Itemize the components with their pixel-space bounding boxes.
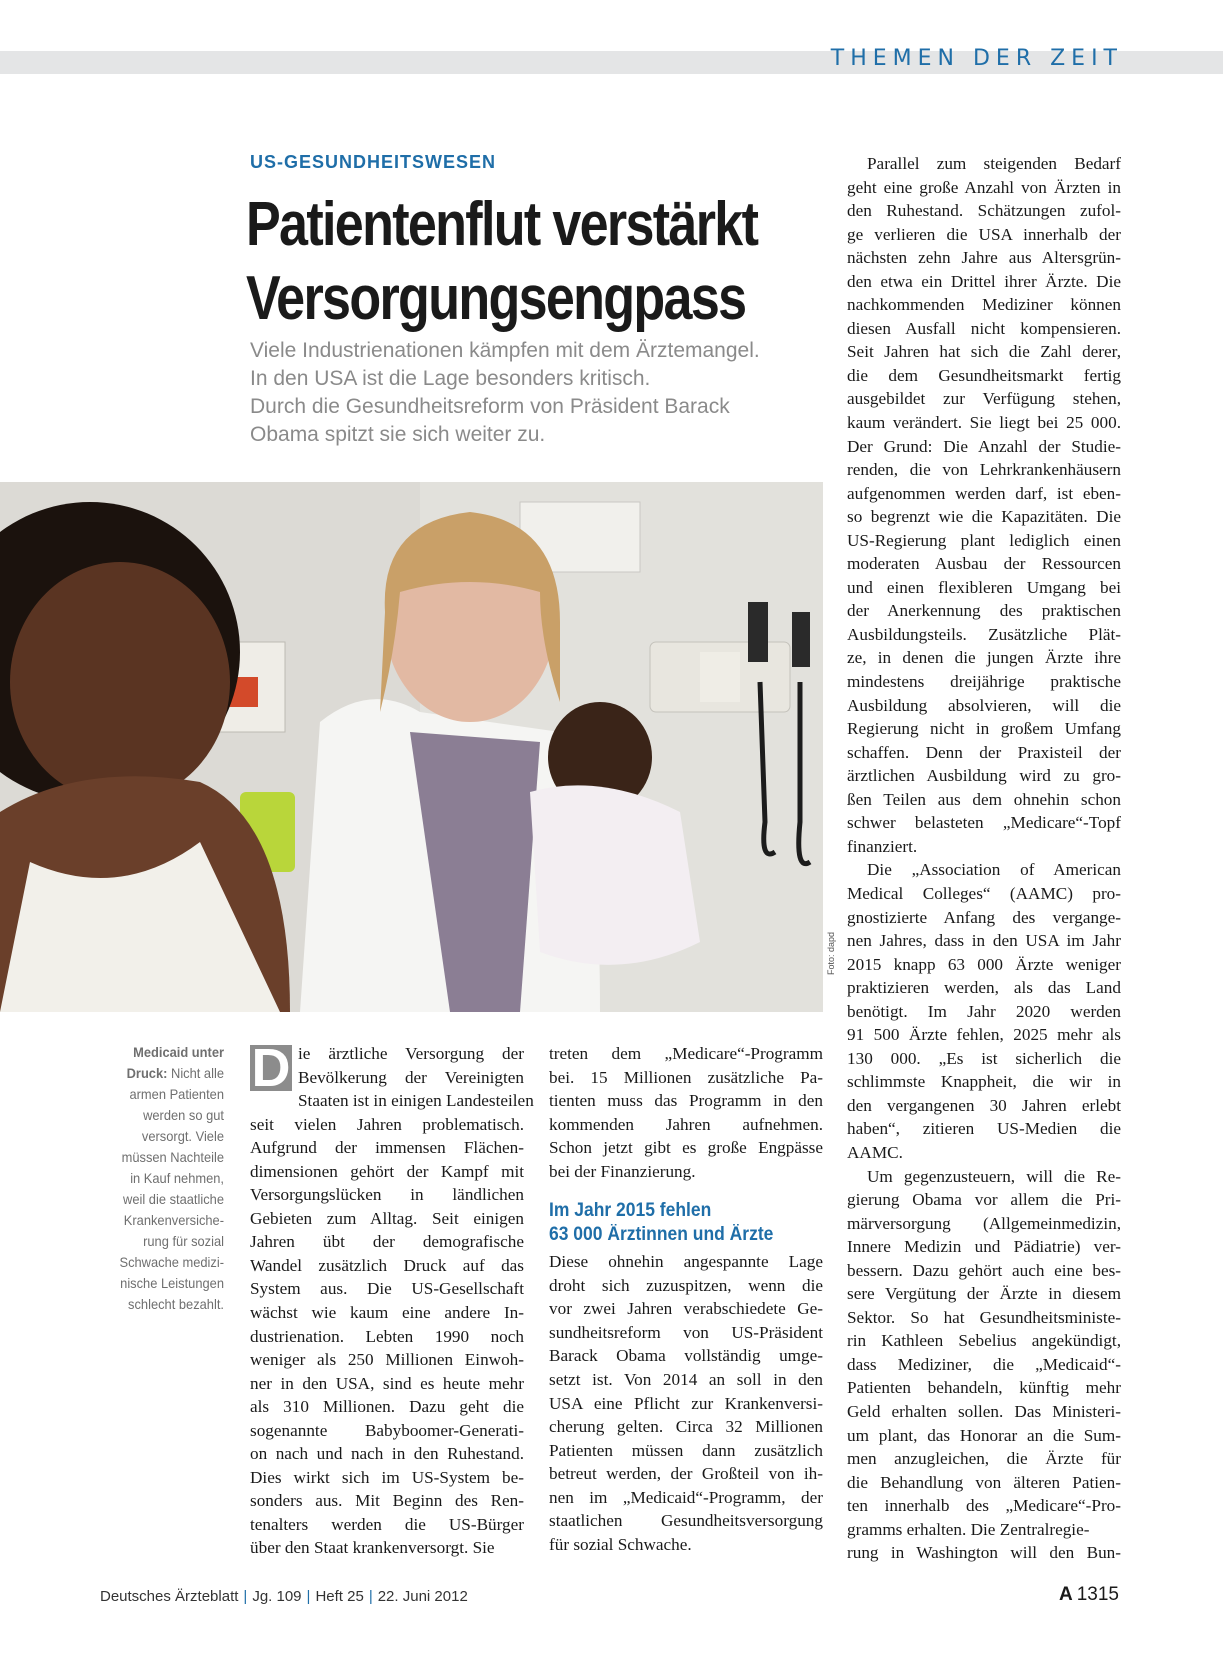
caption-line: versorgt. Viele <box>141 1128 224 1144</box>
text-line: Staaten ist in einigen Landesteilen <box>298 1091 534 1111</box>
text-line: renden, die von Lehrkrankenhäusern <box>847 460 1121 480</box>
photo-credit: Foto: dapd <box>826 931 836 975</box>
text-line: ner in den USA, sind es heute mehr <box>250 1373 524 1393</box>
text-line: der Anerkennung des praktischen <box>847 601 1121 621</box>
caption-bold: Druck: <box>126 1065 168 1081</box>
text-line: rung in Washington will den Bun- <box>847 1543 1121 1563</box>
text-line: nen im „Medicaid“-Programm, der <box>549 1487 823 1507</box>
text-line: System aus. Die US-Gesellschaft <box>250 1279 524 1299</box>
text-line: weniger als 250 Millionen Einwoh- <box>250 1350 524 1370</box>
caption-line: schlecht bezahlt. <box>128 1296 224 1312</box>
text-line: moderaten Ausbau der Ressourcen <box>847 554 1121 574</box>
text-line: gnostizierte Anfang des vergange- <box>847 907 1121 927</box>
text-line: Jahren übt der demografische <box>250 1232 524 1252</box>
caption-line: müssen Nachteile <box>121 1149 224 1165</box>
text-line: schaffen. Denn der Praxisteil der <box>847 742 1121 762</box>
article-kicker: US-GESUNDHEITSWESEN <box>250 152 497 172</box>
text-line: dustrienation. Lebten 1990 noch <box>250 1326 524 1346</box>
text-line: AAMC. <box>847 1142 903 1162</box>
text-line: vor zwei Jahren verabschiedete Ge- <box>549 1299 823 1319</box>
journal-name: Deutsches Ärzteblatt <box>100 1588 239 1605</box>
issue-date: 22. Juni 2012 <box>377 1588 468 1605</box>
drop-cap: D <box>251 1038 291 1098</box>
article-headline <box>246 188 757 336</box>
lead-line: Durch die Gesundheitsreform von Präsident Barack <box>250 395 730 418</box>
text-line: droht sich zuzuspitzen, wenn die <box>549 1275 823 1295</box>
text-line: und einen flexibleren Umgang bei <box>847 577 1121 597</box>
text-line: ärztlichen Ausbildung wird zu gro- <box>847 766 1121 786</box>
text-line: Barack Obama vollständig umge- <box>549 1346 823 1366</box>
text-line: 91 500 Ärzte fehlen, 2025 mehr als <box>847 1025 1121 1045</box>
text-line: men anzugleichen, die Ärzte für <box>847 1449 1121 1469</box>
text-line: den etwa ein Drittel ihrer Ärzte. Die <box>847 271 1121 291</box>
text-line: haben“, zitieren US-Medien die <box>847 1119 1121 1139</box>
text-line: staatlichen Gesundheitsversorgung <box>549 1511 823 1531</box>
column-1-text <box>250 1038 534 1560</box>
text-line: Parallel zum steigenden Bedarf <box>867 154 1121 173</box>
footer-separator: | <box>306 1588 311 1605</box>
footer-separator: | <box>368 1588 373 1605</box>
text-line: Gebieten zum Alltag. Seit einigen <box>250 1208 524 1228</box>
body-column-1 <box>250 1038 534 1560</box>
caption-line: Nicht alle <box>171 1065 224 1081</box>
text-line: sundheitsreform von US-Präsident <box>549 1322 823 1342</box>
text-line: tienten muss das Programm in den <box>549 1091 823 1111</box>
headline-line: Versorgungsengpass <box>246 264 746 333</box>
text-line: um plant, das Honorar an die Sum- <box>847 1425 1121 1445</box>
text-line: kaum verändert. Sie liegt bei 25 000. <box>847 413 1121 433</box>
lead-line: In den USA ist die Lage besonders kritisch. <box>250 367 651 390</box>
article-lead <box>250 337 840 449</box>
caption-line: Schwache medizi- <box>119 1254 224 1270</box>
text-line: 130 000. „Es ist sicherlich die <box>847 1048 1121 1068</box>
text-line: Diese ohnehin angespannte Lage <box>549 1252 823 1272</box>
body-column-2 <box>549 1042 823 1556</box>
text-line: Aufgrund der immensen Flächen- <box>250 1138 524 1158</box>
headline-line: Patientenflut verstärkt <box>246 190 758 259</box>
text-line: Innere Medizin und Pädiatrie) ver- <box>847 1237 1121 1257</box>
article-photo <box>0 482 823 1012</box>
text-line: kommenden Jahren aufnehmen. <box>549 1114 823 1134</box>
text-line: diesen Ausfall nicht kompensieren. <box>847 318 1121 338</box>
text-line: märversorgung (Allgemeinmedizin, <box>847 1213 1121 1233</box>
caption-line: nische Leistungen <box>120 1275 224 1291</box>
text-line: Die „Association of American <box>867 860 1121 880</box>
lead-line: Obama spitzt sie sich weiter zu. <box>250 423 546 446</box>
text-line: treten dem „Medicare“-Programm <box>549 1044 823 1063</box>
journal-issue: Heft 25 <box>315 1588 364 1605</box>
column-2-text-b <box>549 1250 823 1556</box>
caption-line: rung für sozial <box>143 1233 224 1249</box>
text-line: schwer belasteten „Medicare“-Topf <box>847 813 1121 833</box>
caption-line: weil die staatliche <box>123 1191 224 1207</box>
lead-line: Viele Industrienationen kämpfen mit dem Ärztemangel. <box>250 339 760 362</box>
text-line: tenalters werden die US-Bürger <box>250 1514 524 1534</box>
text-line: praktizieren werden, als das Land <box>847 978 1121 998</box>
text-line: nächsten zehn Jahre aus Altersgrün- <box>847 248 1121 268</box>
column-2-text-a <box>549 1042 823 1183</box>
text-line: über den Staat krankenversorgt. Sie <box>250 1538 495 1558</box>
text-line: sere Vergütung der Ärzte in diesem <box>847 1284 1121 1304</box>
text-line: Geld erhalten sollen. Das Ministeri- <box>847 1401 1121 1421</box>
text-line: Versorgungslücken in ländlichen <box>250 1185 524 1205</box>
text-line: dimensionen gehört der Kampf mit <box>250 1161 524 1181</box>
page-prefix: A <box>1058 1584 1073 1605</box>
text-line: Der Grund: Die Anzahl der Studie- <box>847 436 1121 456</box>
page-number <box>1059 1584 1119 1606</box>
text-line: finanziert. <box>847 836 918 856</box>
text-line: wächst wie kaum eine andere In- <box>250 1303 524 1323</box>
page-footer <box>100 1588 468 1605</box>
caption-line: in Kauf nehmen, <box>130 1170 224 1186</box>
text-line: ten innerhalb des „Medicare“-Pro- <box>847 1496 1121 1516</box>
text-line: Ausbildungsteils. Zusätzliche Plät- <box>847 624 1121 644</box>
text-line: bei. 15 Millionen zusätzliche Pa- <box>549 1067 823 1087</box>
text-line: on nach und nach in den Ruhestand. <box>250 1444 524 1464</box>
subheading-line: 63 000 Ärztinnen und Ärzte <box>549 1224 774 1246</box>
text-line: dass Mediziner, die „Medicaid“- <box>847 1354 1121 1374</box>
text-line: die dem Gesundheitsmarkt fertig <box>847 365 1121 385</box>
text-line: aufgenommen werden darf, ist eben- <box>847 483 1121 503</box>
text-line: Patienten müssen dann zusätzlich <box>549 1440 823 1460</box>
text-line: Medical Colleges“ (AAMC) pro- <box>847 883 1121 903</box>
text-line: als 310 Millionen. Dazu geht die <box>250 1397 524 1417</box>
text-line: US-Regierung plant lediglich einen <box>847 530 1121 550</box>
text-line: Seit Jahren hat sich die Zahl derer, <box>847 342 1121 362</box>
text-line: sonders aus. Mit Beginn des Ren- <box>250 1491 524 1511</box>
text-line: Schon jetzt gibt es große Engpässe <box>549 1138 823 1158</box>
text-line: USA eine Pflicht zur Krankenversi- <box>549 1393 823 1413</box>
text-line: Dies wirkt sich im US-System be- <box>250 1467 524 1487</box>
text-line: gramms erhalten. Die Zentralregie- <box>847 1519 1090 1539</box>
text-line: Sektor. So hat Gesundheitsministe- <box>847 1307 1121 1327</box>
text-line: Ausbildung absolvieren, will die <box>847 695 1121 715</box>
text-line: bessern. Dazu gehört auch eine bes- <box>847 1260 1121 1280</box>
text-line: Regierung nicht in großem Umfang <box>847 719 1121 739</box>
section-label: THEMEN DER ZEIT <box>830 46 1123 71</box>
text-line: betreut werden, der Großteil von ih- <box>549 1464 823 1484</box>
text-line: nen Jahres, dass in den USA im Jahr <box>847 931 1121 951</box>
photo-illustration <box>0 482 823 1012</box>
text-line: ge verlieren die USA innerhalb der <box>847 224 1121 244</box>
text-line: nachkommenden Mediziner können <box>847 295 1121 315</box>
text-line: ze, in denen die jungen Ärzte ihre <box>847 648 1121 668</box>
text-line: Bevölkerung der Vereinigten <box>298 1067 524 1087</box>
caption-bold: Medicaid unter <box>133 1044 224 1060</box>
text-line: ie ärztliche Versorgung der <box>298 1044 524 1063</box>
subheading <box>549 1199 823 1247</box>
caption-line: armen Patienten <box>129 1086 224 1102</box>
caption-line: Krankenversiche- <box>123 1212 224 1228</box>
text-line: ausgebildet zur Verfügung stehen, <box>847 389 1121 409</box>
footer-separator: | <box>243 1588 248 1605</box>
text-line: bei der Finanzierung. <box>549 1161 696 1181</box>
text-line: setzt ist. Von 2014 an soll in den <box>549 1370 823 1390</box>
text-line: Um gegenzusteuern, will die Re- <box>867 1166 1121 1186</box>
text-line: so begrenzt wie die Kapazitäten. Die <box>847 507 1121 527</box>
text-line: für sozial Schwache. <box>549 1534 692 1554</box>
caption-line: werden so gut <box>143 1107 224 1123</box>
text-line: rin Kathleen Sebelius angekündigt, <box>847 1331 1121 1351</box>
text-line: seit vielen Jahren problematisch. <box>250 1114 524 1134</box>
text-line: cherung gelten. Circa 32 Millionen <box>549 1417 823 1437</box>
text-line: mindestens dreijährige praktische <box>847 672 1121 692</box>
page-number-value: 1315 <box>1076 1584 1119 1605</box>
text-line: gierung Obama vor allem die Pri- <box>847 1190 1121 1210</box>
photo-caption <box>110 1042 224 1315</box>
text-line: den vergangenen 30 Jahren erlebt <box>847 1095 1121 1115</box>
column-3-text <box>847 152 1121 1565</box>
subheading-line: Im Jahr 2015 fehlen <box>549 1200 712 1222</box>
body-column-3 <box>847 152 1121 1565</box>
text-line: 2015 knapp 63 000 Ärzte weniger <box>847 954 1121 974</box>
journal-volume: Jg. 109 <box>252 1588 302 1605</box>
text-line: Patienten behandeln, künftig mehr <box>847 1378 1121 1398</box>
text-line: sogenannte Babyboomer-Generati- <box>250 1420 524 1440</box>
text-line: ßen Teilen aus dem ohnehin schon <box>847 789 1121 809</box>
text-line: den Ruhestand. Schätzungen zufol- <box>847 201 1121 221</box>
text-line: benötigt. Im Jahr 2020 werden <box>847 1001 1121 1021</box>
text-line: Wandel zusätzlich Druck auf das <box>250 1255 524 1275</box>
text-line: geht eine große Anzahl von Ärzten in <box>847 177 1121 197</box>
text-line: die Behandlung von älteren Patien- <box>847 1472 1121 1492</box>
text-line: schlimmste Knappheit, die wir in <box>847 1072 1121 1092</box>
